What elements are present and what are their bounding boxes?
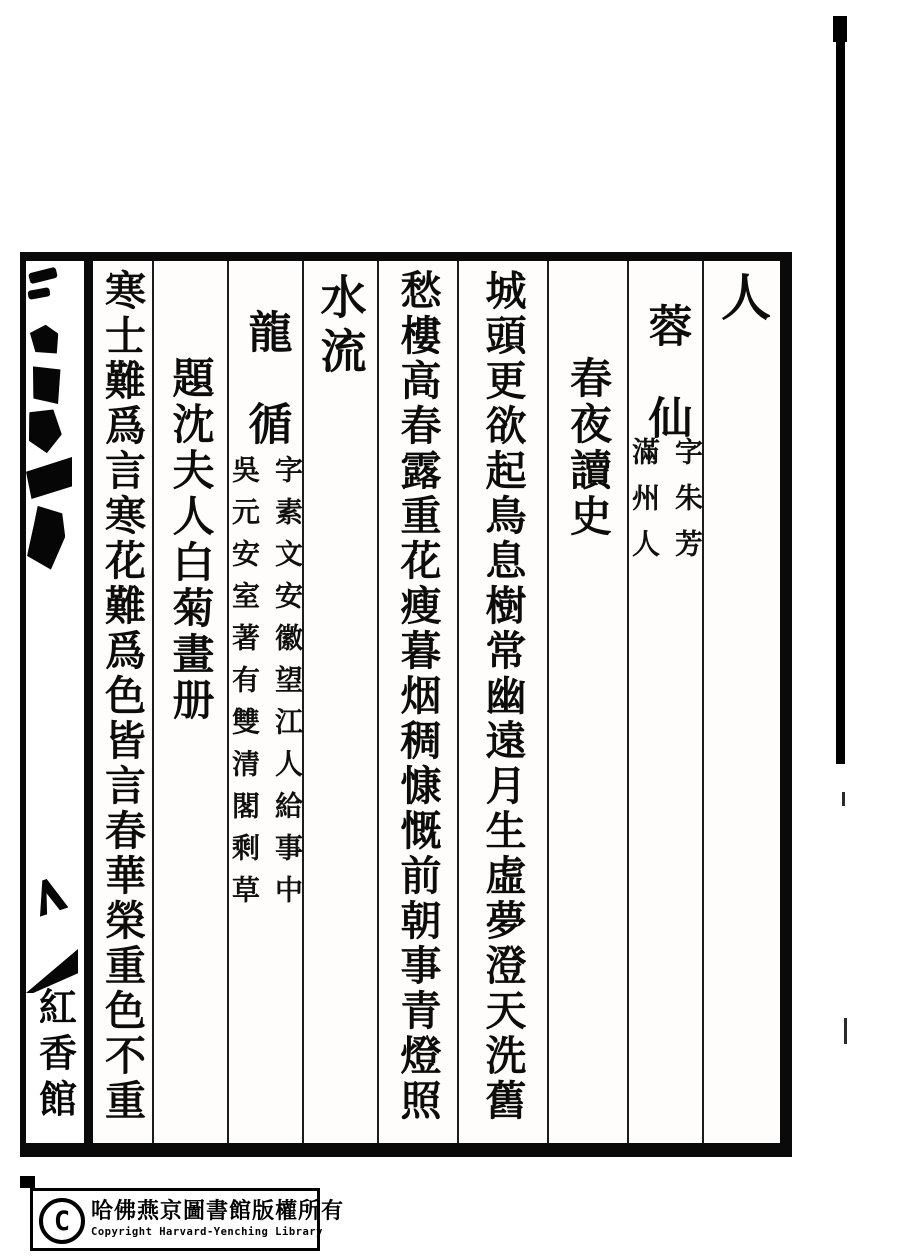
poet2-biography-note: [229, 455, 302, 917]
stamp-chinese-text: 哈佛燕京圖書館版權所有: [91, 1198, 345, 1224]
ink-smudge: [27, 287, 50, 300]
copyright-stamp: [30, 1188, 345, 1251]
section-header-char: 人: [713, 271, 772, 321]
ink-smudge: [27, 408, 64, 454]
column-poet2: [227, 261, 302, 1143]
ink-smudge: [26, 505, 68, 570]
page-edge-nub: [833, 16, 847, 42]
column-poem1-line1: [457, 261, 547, 1143]
poem2-title: 題沈夫人白菊畫册: [166, 356, 216, 724]
ink-smudge: [30, 364, 64, 407]
column-header: [702, 261, 780, 1143]
copyright-icon: C: [39, 1198, 85, 1244]
ink-smudge: [29, 323, 61, 357]
poet1-note-right: 字朱芳: [671, 437, 704, 575]
column-poet1: [627, 261, 702, 1143]
poem2-text-1: 寒士難爲言寒花難爲色皆言春華榮重色不重: [98, 269, 146, 1124]
ink-smudge: [29, 875, 68, 917]
poem1-text-1: 城頭更欲起鳥息樹常幽遠月生虛夢澄天洗舊: [478, 269, 527, 1124]
page-edge-line: [836, 16, 845, 764]
poem1-text-3: 水流: [313, 273, 368, 381]
woodblock-frame: [20, 252, 792, 1157]
stamp-english-text: Copyright Harvard-Yenching Library: [91, 1226, 323, 1238]
stamp-ink-square: [20, 1176, 35, 1188]
poet1-name: 蓉 仙: [640, 303, 692, 441]
poet1-note-left: 滿州人: [628, 437, 661, 575]
page-edge-mark: [844, 1018, 847, 1044]
poet2-note-right: 字素文安徽望江人給事中: [271, 455, 304, 917]
poem1-title: 春夜讀史: [564, 356, 613, 540]
column-poem1-title: [547, 261, 627, 1143]
fold-wedge: [26, 457, 72, 499]
column-poem1-line3: [302, 261, 377, 1143]
text-block: [93, 261, 780, 1143]
column-poem2-line1: [93, 261, 152, 1143]
column-poem2-title: [152, 261, 227, 1143]
column-poem1-line2: [377, 261, 457, 1143]
poem1-text-2: 愁樓高春露重花瘦暮烟稠慷慨前朝事青燈照: [393, 269, 442, 1124]
ink-smudge: [28, 267, 58, 284]
page-edge-mark: [842, 792, 845, 806]
poet2-name: 龍 循: [240, 309, 292, 447]
poet2-note-left: 吳元安室著有雙清閣剩草: [228, 455, 261, 917]
spine-strip: [26, 261, 93, 1143]
studio-name: 紅香館: [32, 987, 78, 1125]
poet1-biography-note: [629, 437, 702, 575]
